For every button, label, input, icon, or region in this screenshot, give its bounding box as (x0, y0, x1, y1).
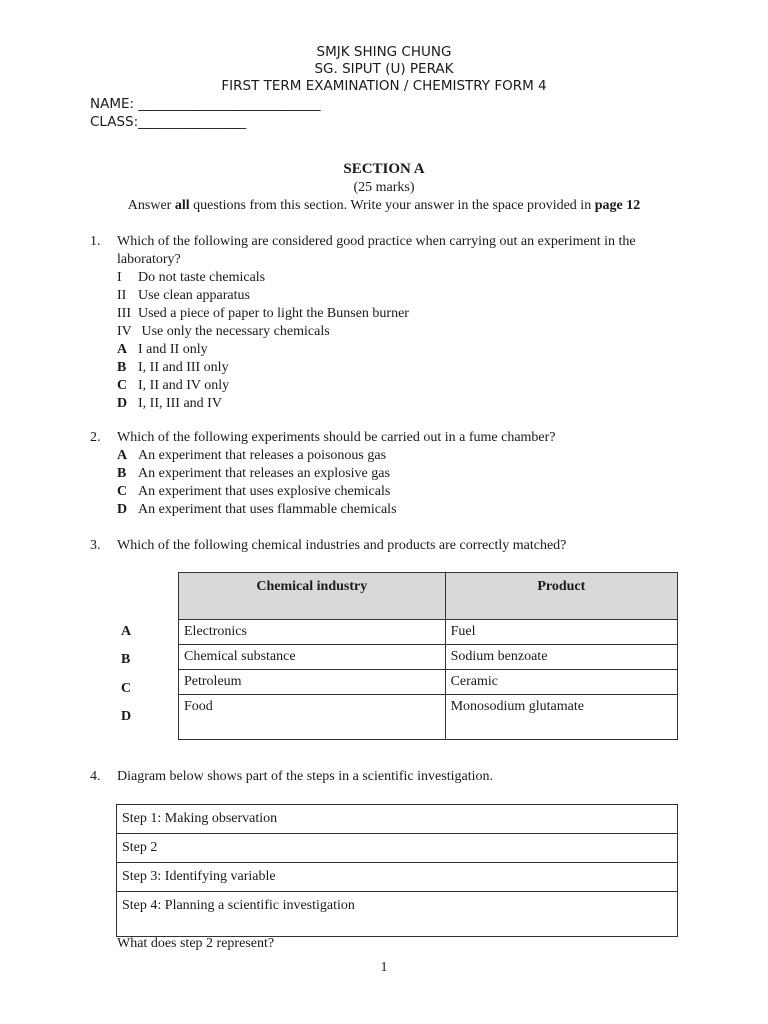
section-title: SECTION A (343, 161, 425, 177)
question-1 (90, 233, 690, 413)
answer-option[interactable]: C An experiment that uses explosive chemicals (117, 484, 391, 499)
answer-option[interactable]: D An experiment that uses flammable chemicals (117, 502, 397, 517)
question-4-prompt: What does step 2 represent? (117, 936, 275, 951)
row-label-d[interactable]: D (121, 709, 132, 724)
table-header-row (179, 573, 678, 620)
roman-item: IV Use only the necessary chemicals (117, 324, 330, 339)
table-row (117, 892, 678, 937)
table-row (179, 695, 678, 740)
section-marks: (25 marks) (353, 180, 415, 195)
roman-item: II Use clean apparatus (117, 288, 250, 303)
question-number: 4. (90, 769, 101, 784)
question-text: Diagram below shows part of the steps in a scientific investigation. (117, 769, 493, 784)
section-instructions: Answer all questions from this section. Write your answer in the space provided in page 12 (127, 198, 641, 213)
question-number: 2. (90, 430, 101, 445)
question-2 (90, 429, 690, 519)
step-cell: Step 2 (117, 834, 678, 863)
step-cell: Step 3: Identifying variable (117, 863, 678, 892)
industry-cell: Chemical substance (179, 645, 446, 670)
product-cell: Monosodium glutamate (445, 695, 677, 740)
question-text: Which of the following experiments should be carried out in a fume chamber? (117, 430, 556, 445)
question-4 (90, 768, 690, 786)
school-address: SG. SIPUT (U) PERAK (314, 61, 454, 77)
answer-option[interactable]: D I, II, III and IV (117, 396, 222, 411)
question-3 (90, 537, 690, 555)
answer-option[interactable]: A An experiment that releases a poisonous gas (117, 448, 387, 463)
product-cell: Ceramic (445, 670, 677, 695)
row-label-c[interactable]: C (121, 681, 132, 696)
step-cell: Step 4: Planning a scientific investigation (117, 892, 678, 937)
product-cell: Sodium benzoate (445, 645, 677, 670)
industry-cell: Food (179, 695, 446, 740)
industry-cell: Electronics (179, 620, 446, 645)
question-number: 1. (90, 234, 101, 249)
column-header-product: Product (445, 573, 677, 620)
table-row (179, 670, 678, 695)
exam-header (0, 44, 768, 95)
table-row (117, 863, 678, 892)
table-row (179, 620, 678, 645)
product-cell: Fuel (445, 620, 677, 645)
class-field[interactable]: CLASS:________________ (90, 114, 247, 130)
student-info (90, 95, 321, 131)
column-header-industry: Chemical industry (179, 573, 446, 620)
steps-table (116, 804, 678, 937)
exam-title: FIRST TERM EXAMINATION / CHEMISTRY FORM 4 (221, 78, 547, 94)
page-number: 1 (380, 960, 388, 975)
step-cell: Step 1: Making observation (117, 805, 678, 834)
answer-option[interactable]: B An experiment that releases an explosive gas (117, 466, 390, 481)
roman-item: I Do not taste chemicals (117, 270, 266, 285)
name-field[interactable]: NAME: ___________________________ (90, 96, 321, 112)
question-number: 3. (90, 538, 101, 553)
industry-product-table (178, 572, 678, 740)
question-text: Which of the following chemical industries and products are correctly matched? (117, 538, 567, 553)
table-row (179, 645, 678, 670)
roman-item: III Used a piece of paper to light the Bunsen burner (117, 306, 409, 321)
answer-option[interactable]: A I and II only (117, 342, 208, 357)
school-name: SMJK SHING CHUNG (316, 44, 452, 60)
answer-option[interactable]: C I, II and IV only (117, 378, 230, 393)
answer-option[interactable]: B I, II and III only (117, 360, 229, 375)
row-label-a[interactable]: A (121, 624, 132, 639)
table-row (117, 834, 678, 863)
question-text: Which of the following are considered good practice when carrying out an experiment in the laboratory? (117, 234, 636, 267)
table-row (117, 805, 678, 834)
industry-cell: Petroleum (179, 670, 446, 695)
row-label-b[interactable]: B (121, 652, 131, 667)
